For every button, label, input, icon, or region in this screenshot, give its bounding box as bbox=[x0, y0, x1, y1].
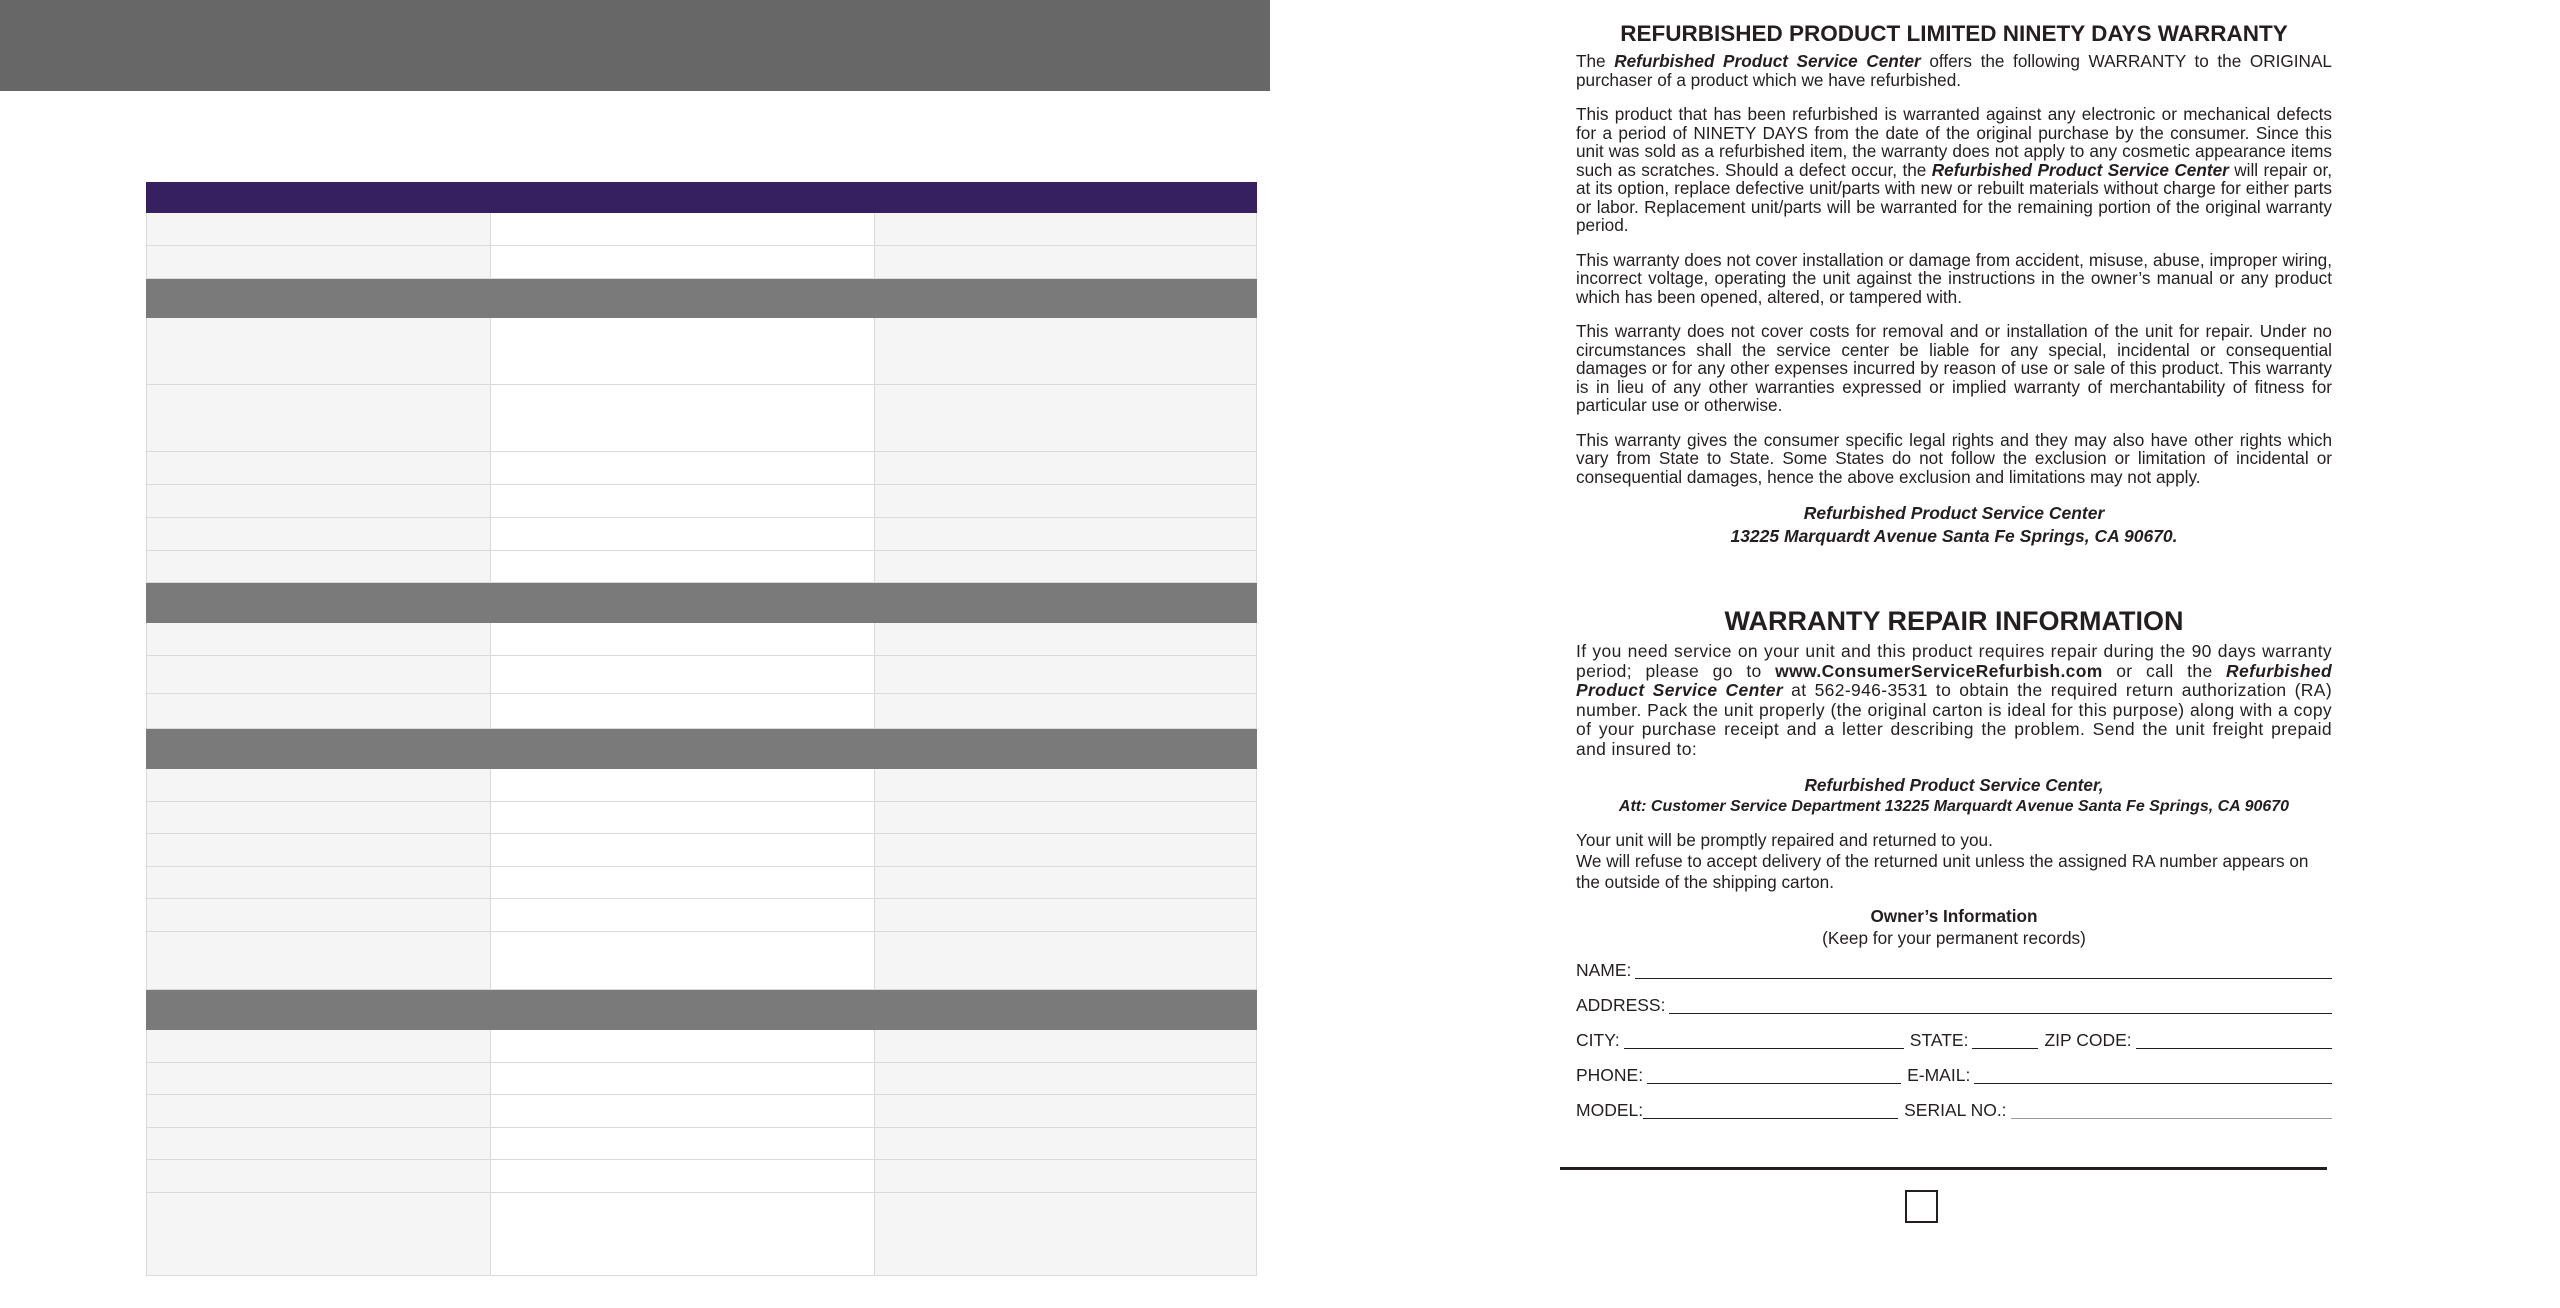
warranty-intro: The Refurbished Product Service Center offers the following WARRANTY to the ORIGINAL purchaser of a product which we have refurbished. bbox=[1576, 51, 2332, 90]
table-row bbox=[146, 452, 1257, 485]
model-label: MODEL: bbox=[1576, 1099, 1644, 1120]
header-bar bbox=[0, 0, 1270, 91]
repair-title: WARRANTY REPAIR INFORMATION bbox=[1724, 606, 2184, 636]
table-row bbox=[146, 551, 1257, 583]
table-row bbox=[146, 1095, 1257, 1128]
table-row bbox=[146, 213, 1257, 246]
phone-field-row bbox=[1576, 1049, 2332, 1084]
phone-label: PHONE: bbox=[1576, 1064, 1644, 1085]
phone-line[interactable] bbox=[1647, 1061, 1901, 1084]
warranty-exclusions-paragraph: This warranty does not cover installation or damage from accident, misuse, abuse, improper wiring, incorrect voltage, operating the unit against the instructions in the owner’s manual or any product which has been opened, altered, or tampered with. bbox=[1576, 249, 2332, 307]
table-row bbox=[146, 1063, 1257, 1095]
table-row bbox=[146, 656, 1257, 694]
table-row bbox=[146, 246, 1257, 279]
address-line[interactable] bbox=[1669, 991, 2332, 1014]
divider-line bbox=[1560, 1167, 2327, 1170]
serial-line[interactable] bbox=[2011, 1096, 2332, 1119]
serial-label: SERIAL NO.: bbox=[1904, 1099, 2007, 1120]
table-row bbox=[146, 834, 1257, 867]
address-field-row bbox=[1576, 979, 2332, 1014]
table-row bbox=[146, 769, 1257, 802]
name-label: NAME: bbox=[1576, 959, 1632, 980]
service-url[interactable]: www.ConsumerServiceRefurbish.com bbox=[1775, 660, 2103, 681]
table-row bbox=[146, 899, 1257, 932]
checkbox[interactable] bbox=[1905, 1190, 1938, 1223]
name-field-row bbox=[1576, 949, 2332, 979]
city-field-row bbox=[1576, 1014, 2332, 1049]
city-line[interactable] bbox=[1624, 1026, 1904, 1049]
table-row bbox=[146, 694, 1257, 729]
warranty-title: REFURBISHED PRODUCT LIMITED NINETY DAYS WARRANTY bbox=[1620, 21, 2288, 46]
table-row bbox=[146, 1160, 1257, 1193]
refusal-note: We will refuse to accept delivery of the returned unit unless the assigned RA number appears on the outside of the shipping carton. bbox=[1576, 851, 2309, 892]
repair-note: Your unit will be promptly repaired and returned to you. bbox=[1576, 830, 1993, 850]
table-row bbox=[146, 318, 1257, 385]
table-row bbox=[146, 385, 1257, 452]
name-line[interactable] bbox=[1635, 956, 2332, 979]
warranty-liability-paragraph: This warranty does not cover costs for removal and or installation of the unit for repair. Under no circumstances shall the service center be liable for any special, incidental or consequential damages or for any other expenses incurred by reason of use or sale of this product. This warranty is in lieu of any other warranties expressed or implied warranty of merchantability of fitness for particular use or otherwise. bbox=[1576, 321, 2332, 415]
state-line[interactable] bbox=[1972, 1026, 2038, 1049]
section-band bbox=[146, 583, 1257, 623]
warranty-coverage-paragraph: This product that has been refurbished is warranted against any electronic or mechanical defects for a period of NINETY DAYS from the date of the original purchase by the consumer. Since this unit was sold as a refurbished item, the warranty does not apply to any cosmetic appearance items such as scratches. Should a defect occur, the Refurbished Product Service Center will repair or, at its option, replace defective unit/parts with new or rebuilt materials without charge for either parts or labor. Replacement unit/parts will be warranted for the remaining portion of the original warranty period. bbox=[1576, 104, 2332, 235]
table-row bbox=[146, 1128, 1257, 1160]
address-label: ADDRESS: bbox=[1576, 994, 1666, 1015]
table-row bbox=[146, 1193, 1257, 1276]
table-row bbox=[146, 518, 1257, 551]
table-row bbox=[146, 932, 1257, 990]
model-field-row bbox=[1576, 1084, 2332, 1119]
model-line[interactable] bbox=[1643, 1096, 1898, 1119]
repair-instructions: If you need service on your unit and this product requires repair during the 90 days warranty period; please go to www.ConsumerServiceRefurbish.com or call the Refurbished Product Service Center at 562-946-3531 to obtain the required return authorization (RA) number. Pack the unit properly (the original carton is ideal for this purpose) along with a copy of your purchase receipt and a letter describing the problem. Send the unit freight prepaid and insured to: bbox=[1576, 641, 2332, 759]
zip-label: ZIP CODE: bbox=[2044, 1029, 2132, 1050]
warranty-page bbox=[1576, 20, 2332, 1119]
table-row bbox=[146, 623, 1257, 656]
ship-to-name: Refurbished Product Service Center, bbox=[1804, 775, 2104, 795]
zip-line[interactable] bbox=[2136, 1026, 2332, 1049]
table-header bbox=[146, 182, 1257, 213]
state-label: STATE: bbox=[1909, 1029, 1969, 1050]
warranty-rights-paragraph: This warranty gives the consumer specific legal rights and they may also have other rights which vary from State to State. Some States do not follow the exclusion or limitation of incidental or consequential damages, hence the above exclusion and limitations may not apply. bbox=[1576, 429, 2332, 487]
section-band bbox=[146, 729, 1257, 769]
owner-info-title: Owner’s Information bbox=[1870, 906, 2038, 926]
email-label: E-MAIL: bbox=[1907, 1064, 1971, 1085]
table-row bbox=[146, 802, 1257, 834]
service-center-name: Refurbished Product Service Center bbox=[1803, 503, 2105, 523]
table-row bbox=[146, 485, 1257, 518]
service-center-address: 13225 Marquardt Avenue Santa Fe Springs, CA 90670. bbox=[1730, 526, 2178, 546]
email-line[interactable] bbox=[1974, 1061, 2332, 1084]
spec-table bbox=[146, 182, 1257, 1276]
section-band bbox=[146, 990, 1257, 1030]
section-band bbox=[146, 279, 1257, 318]
ship-to-attention: Att: Customer Service Department 13225 Marquardt Avenue Santa Fe Springs, CA 90670 bbox=[1618, 798, 2290, 815]
owner-info-subtitle: (Keep for your permanent records) bbox=[1822, 928, 2086, 948]
table-row bbox=[146, 867, 1257, 899]
city-label: CITY: bbox=[1576, 1029, 1620, 1050]
table-row bbox=[146, 1030, 1257, 1063]
